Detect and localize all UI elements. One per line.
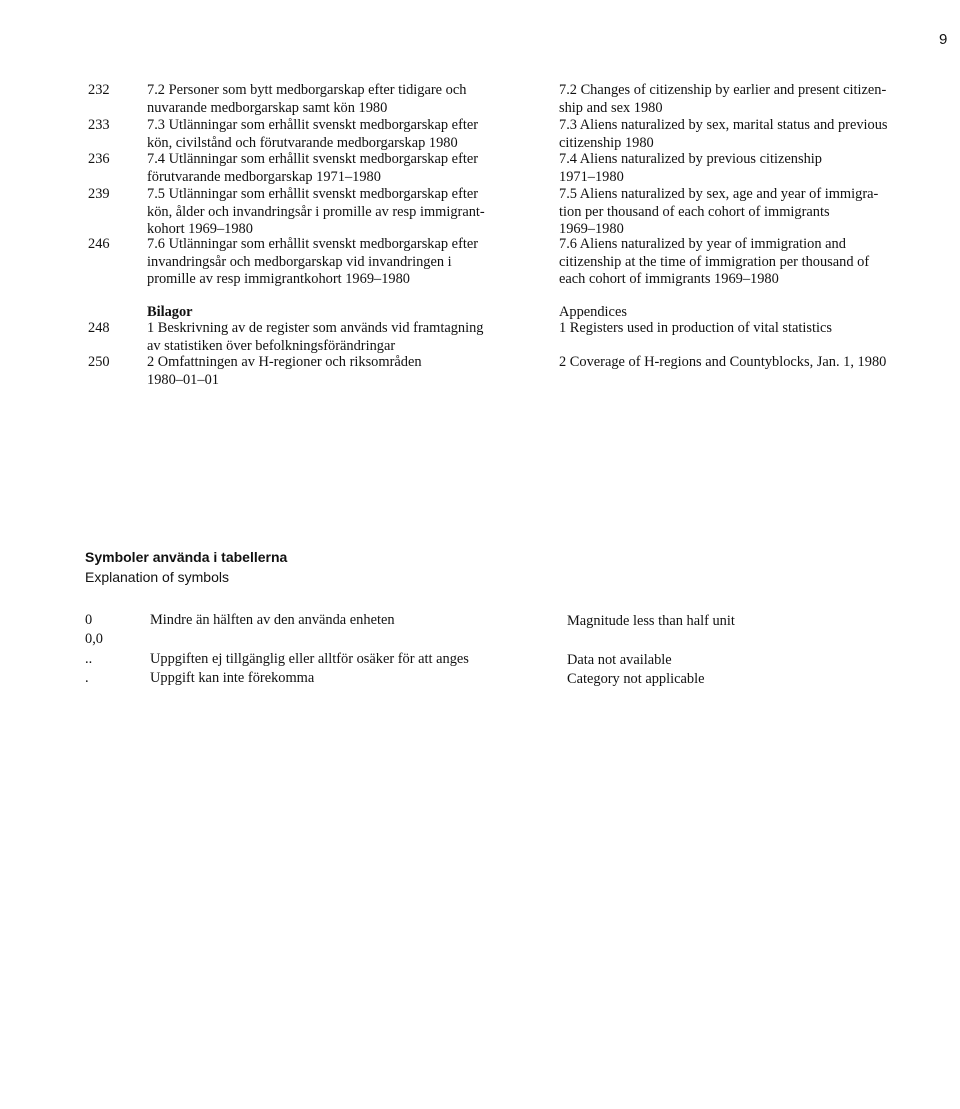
entry-swedish bbox=[147, 354, 552, 389]
entry-line: ship and sex 1980 bbox=[559, 99, 663, 116]
page-ref: 232 bbox=[88, 82, 110, 98]
symbol: . bbox=[85, 670, 89, 686]
page-ref: 248 bbox=[88, 320, 110, 336]
entry-english bbox=[559, 236, 959, 289]
page-ref: 246 bbox=[88, 236, 110, 252]
entry-line: 7.5 Utlänningar som erhållit svenskt medborgarskap efter bbox=[147, 186, 479, 202]
entry-swedish bbox=[147, 151, 552, 186]
symbol: 0 bbox=[85, 612, 93, 628]
entry-line: kohort 1969–1980 bbox=[147, 221, 253, 237]
entry-swedish bbox=[147, 236, 552, 289]
entry-line: each cohort of immigrants 1969–1980 bbox=[559, 271, 779, 287]
entry-swedish bbox=[147, 117, 552, 152]
entry-line: tion per thousand of each cohort of immigrants bbox=[559, 203, 830, 220]
page-ref: 239 bbox=[88, 186, 110, 202]
entry-line: kön, ålder och invandringsår i promille av resp immigrant- bbox=[147, 203, 485, 220]
symbol-description-sv: Uppgiften ej tillgänglig eller alltför osäker för att anges bbox=[150, 651, 469, 667]
appendices-heading-en: Appendices bbox=[559, 304, 627, 320]
entry-line: 1969–1980 bbox=[559, 221, 624, 237]
entry-swedish bbox=[147, 82, 552, 117]
entry-line: 1980–01–01 bbox=[147, 371, 219, 388]
entry-line: 7.2 Changes of citizenship by earlier and present citizen- bbox=[559, 82, 887, 98]
entry-english bbox=[559, 320, 959, 338]
entry-line: 1 Registers used in production of vital statistics bbox=[559, 320, 832, 336]
entry-line: 7.6 Aliens naturalized by year of immigration and bbox=[559, 236, 846, 252]
entry-line: 7.4 Utlänningar som erhållit svenskt medborgarskap efter bbox=[147, 151, 479, 167]
symbol-description-en: Category not applicable bbox=[567, 671, 705, 687]
entry-line: 2 Omfattningen av H-regioner och riksområden bbox=[147, 354, 422, 370]
symbols-title-sv: Symboler använda i tabellerna bbox=[85, 549, 288, 565]
entry-english bbox=[559, 151, 959, 186]
entry-english bbox=[559, 354, 959, 372]
entry-line: 1971–1980 bbox=[559, 168, 624, 185]
entry-line: invandringsår och medborgarskap vid invandringen i bbox=[147, 253, 452, 270]
entry-line: förutvarande medborgarskap 1971–1980 bbox=[147, 168, 381, 185]
entry-line: citizenship at the time of immigration per thousand of bbox=[559, 253, 870, 270]
entry-line: 2 Coverage of H-regions and Countyblocks, Jan. 1, 1980 bbox=[559, 354, 887, 370]
entry-line: nuvarande medborgarskap samt kön 1980 bbox=[147, 99, 388, 116]
entry-line: promille av resp immigrantkohort 1969–1980 bbox=[147, 271, 410, 287]
page-ref: 236 bbox=[88, 151, 110, 167]
page-ref: 233 bbox=[88, 117, 110, 133]
entry-english bbox=[559, 117, 959, 152]
symbol-description-sv: Uppgift kan inte förekomma bbox=[150, 670, 315, 686]
entry-line: citizenship 1980 bbox=[559, 134, 654, 151]
entry-line: av statistiken över befolkningsförändringar bbox=[147, 337, 396, 354]
symbols-title-en: Explanation of symbols bbox=[85, 569, 229, 585]
entry-line: 7.3 Utlänningar som erhållit svenskt medborgarskap efter bbox=[147, 117, 479, 133]
entry-line: 7.6 Utlänningar som erhållit svenskt medborgarskap efter bbox=[147, 236, 479, 252]
entry-line: 7.3 Aliens naturalized by sex, marital status and previous bbox=[559, 117, 888, 133]
entry-line: 7.4 Aliens naturalized by previous citizenship bbox=[559, 151, 822, 167]
entry-line: 1 Beskrivning av de register som används vid framtagning bbox=[147, 320, 484, 336]
entry-swedish bbox=[147, 320, 552, 355]
entry-english bbox=[559, 186, 959, 239]
appendices-heading-sv: Bilagor bbox=[147, 304, 193, 320]
entry-swedish bbox=[147, 186, 552, 239]
symbol-description-en: Data not available bbox=[567, 652, 672, 668]
entry-line: 7.2 Personer som bytt medborgarskap efter tidigare och bbox=[147, 82, 467, 98]
entry-line: 7.5 Aliens naturalized by sex, age and year of immigra- bbox=[559, 186, 879, 202]
entry-line: kön, civilstånd och förutvarande medborgarskap 1980 bbox=[147, 134, 458, 151]
page-number: 9 bbox=[939, 31, 948, 48]
page-ref: 250 bbox=[88, 354, 110, 370]
symbol-description-en: Magnitude less than half unit bbox=[567, 613, 735, 629]
symbol-description-sv: Mindre än hälften av den använda enheten bbox=[150, 612, 395, 628]
symbol: 0,0 bbox=[85, 631, 103, 647]
entry-english bbox=[559, 82, 959, 117]
symbol: .. bbox=[85, 651, 93, 667]
